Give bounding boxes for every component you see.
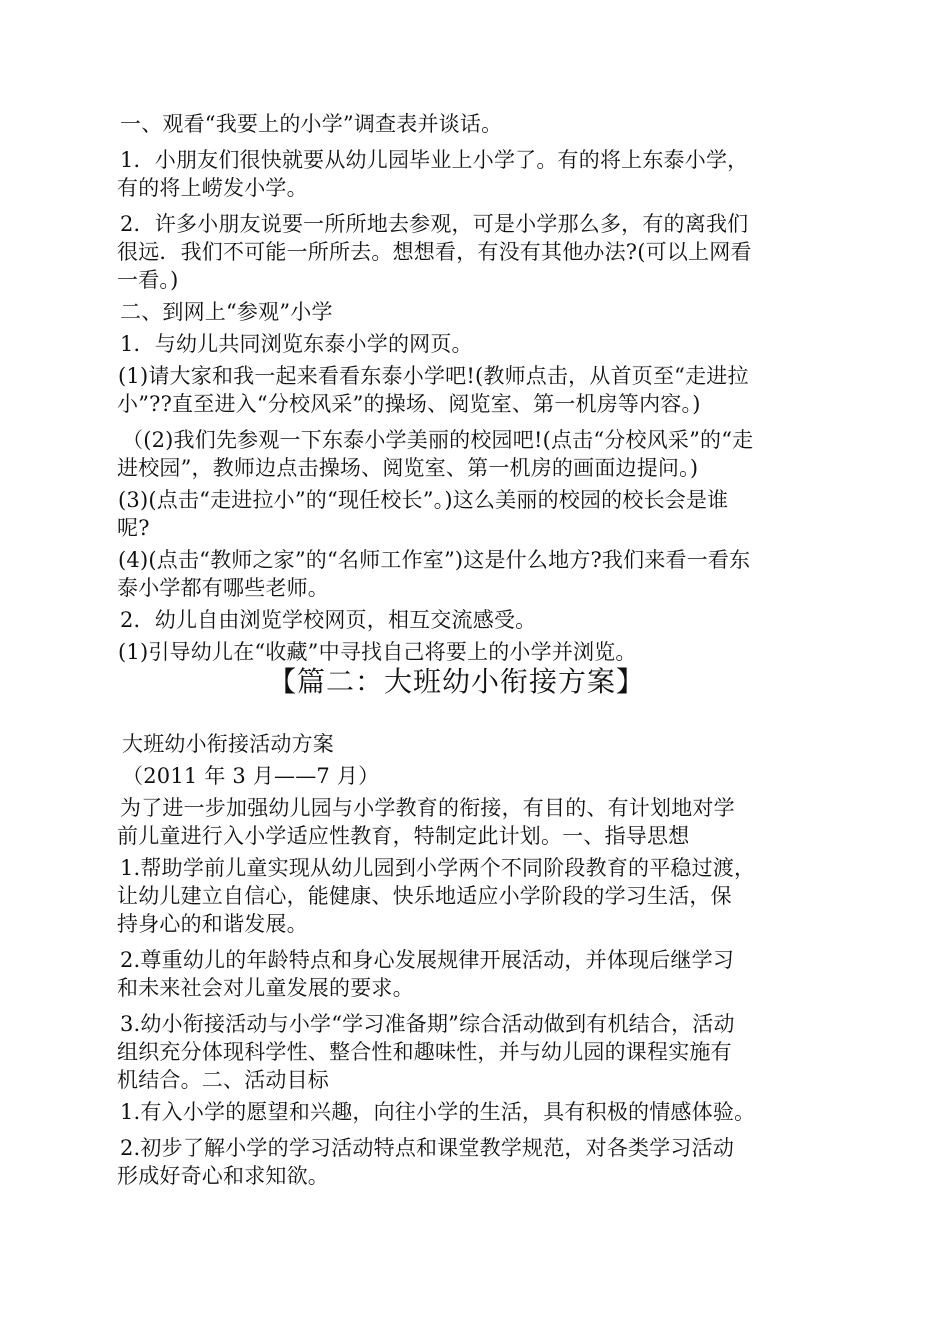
text-line: 进校园”，教师边点击操场、阅览室、第一机房的画面边提问。): [117, 456, 699, 480]
text-line: 呢?: [117, 516, 150, 540]
text-line: 前儿童进行入小学适应性教育，特制定此计划。一、指导思想: [117, 824, 690, 848]
text-line: 小”??直至进入“分校风采”的操场、阅览室、第一机房等内容。): [117, 392, 701, 416]
text-line: (1)请大家和我一起来看看东泰小学吧!(教师点击，从首页至“走进拉: [118, 364, 749, 388]
text-line: 2.初步了解小学的学习活动特点和课堂教学规范，对各类学习活动: [120, 1136, 735, 1160]
text-line: 2．许多小朋友说要一所所地去参观，可是小学那么多，有的离我们: [120, 212, 749, 236]
text-line: 机结合。二、活动目标: [117, 1068, 329, 1092]
text-line: 让幼儿建立自信心，能健康、快乐地适应小学阶段的学习生活，保: [117, 884, 732, 908]
text-line: (3)(点击“走进拉小”的“现任校长”。)这么美丽的校园的校长会是谁: [118, 488, 729, 512]
text-line: 组织充分体现科学性、整合性和趣味性，并与幼儿园的课程实施有: [117, 1040, 732, 1064]
text-line: (1)引导幼儿在“收藏”中寻找自己将要上的小学并浏览。: [118, 640, 637, 664]
text-line: 1．小朋友们很快就要从幼儿园毕业上小学了。有的将上东泰小学，: [120, 148, 749, 172]
text-line: 持身心的和谐发展。: [117, 912, 308, 936]
section-title: 【篇二：大班幼小衔接方案】: [268, 665, 646, 698]
text-line: 二、到网上“参观”小学: [120, 300, 333, 324]
text-line: 1．与幼儿共同浏览东泰小学的网页。: [120, 332, 473, 356]
text-line: 一、观看“我要上的小学”调查表并谈话。: [120, 112, 503, 136]
text-line: 和未来社会对儿童发展的要求。: [117, 976, 414, 1000]
text-line: 为了进一步加强幼儿园与小学教育的衔接，有目的、有计划地对学: [120, 796, 735, 820]
text-line: 一看。): [117, 268, 179, 292]
text-line: 形成好奇心和求知欲。: [117, 1164, 329, 1188]
text-line: 大班幼小衔接活动方案: [122, 732, 334, 756]
text-line: 1.帮助学前儿童实现从幼儿园到小学两个不同阶段教育的平稳过渡，: [120, 856, 756, 880]
text-line: (4)(点击“教师之家”的“名师工作室”)这是什么地方?我们来看一看东: [118, 548, 751, 572]
text-line: 2．幼儿自由浏览学校网页，相互交流感受。: [120, 608, 537, 632]
text-line: 很远．我们不可能一所所去。想想看，有没有其他办法?(可以上网看: [117, 240, 752, 264]
text-line: 3.幼小衔接活动与小学“学习准备期”综合活动做到有机结合，活动: [120, 1012, 735, 1036]
text-line: （2011 年 3 月——7 月）: [122, 764, 380, 788]
text-line: （(2)我们先参观一下东泰小学美丽的校园吧!(点击“分校风采”的“走: [122, 428, 754, 452]
text-line: 泰小学都有哪些老师。: [117, 576, 329, 600]
text-line: 2.尊重幼儿的年龄特点和身心发展规律开展活动，并体现后继学习: [120, 948, 735, 972]
text-line: 1.有入小学的愿望和兴趣，向往小学的生活，具有积极的情感体验。: [120, 1100, 756, 1124]
text-line: 有的将上崂发小学。: [117, 176, 308, 200]
